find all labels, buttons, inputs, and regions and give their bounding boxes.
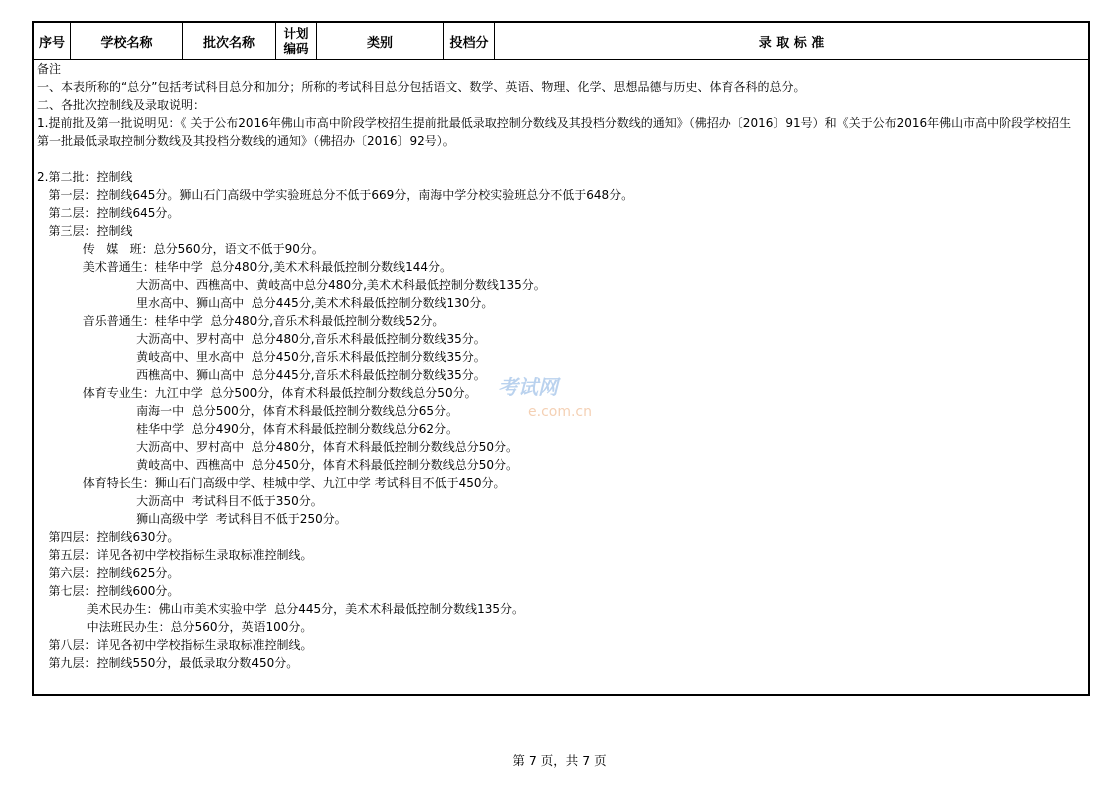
- remark-line: 传 媒 班：总分560分，语文不低于90分。: [37, 242, 324, 256]
- watermark-text-sub: e.com.cn: [528, 404, 592, 420]
- remark-line: 大沥高中、罗村高中 总分480分，体育术科最低控制分数线总分50分。: [37, 440, 518, 454]
- remark-line: 第六层：控制线625分。: [37, 566, 180, 580]
- header-seq: 序号: [34, 23, 71, 59]
- remark-paragraph: 1.提前批及第一批说明见：《 关于公布2016年佛山市高中阶段学校招生提前批最低录取控制分数线及其投档分数线的通知》（佛招办〔2016〕91号）和《关于公布2016年佛山市高中阶段学校招生第一批最低录取控制分数线及其投档分数线的通知》（佛招办〔2016〕92号）。: [37, 116, 1072, 148]
- remark-line: 黄岐高中、里水高中 总分450分,音乐术科最低控制分数线35分。: [37, 350, 486, 364]
- table-header-row: [34, 23, 1088, 60]
- remark-line: 黄岐高中、西樵高中 总分450分，体育术科最低控制分数线总分50分。: [37, 458, 518, 472]
- remark-line: 大沥高中 考试科目不低于350分。: [37, 494, 323, 508]
- header-type: 类别: [317, 23, 444, 59]
- spacer: [37, 150, 1082, 168]
- remark-line: 第五层：详见各初中学校指标生录取标准控制线。: [37, 548, 313, 562]
- header-plan-code-line1: 计划: [283, 26, 309, 41]
- remark-line: 2.第二批：控制线: [37, 170, 133, 184]
- page-footer: 第 7 页，共 7 页: [512, 753, 607, 768]
- remark-line: 第二层：控制线645分。: [37, 206, 180, 220]
- remark-line: 大沥高中、罗村高中 总分480分,音乐术科最低控制分数线35分。: [37, 332, 486, 346]
- remark-line: 美术普通生：桂华中学 总分480分,美术术科最低控制分数线144分。: [37, 260, 453, 274]
- remark-line: 第九层：控制线550分，最低录取分数450分。: [37, 656, 299, 670]
- remark-line: 第三层：控制线: [37, 224, 133, 238]
- header-score: 投档分: [444, 23, 495, 59]
- remark-line: 一、本表所称的“总分”包括考试科目总分和加分；所称的考试科目总分包括语文、数学、英语、物理、化学、思想品德与历史、体育各科的总分。: [37, 80, 806, 94]
- admission-table: [32, 21, 1090, 696]
- header-batch-name: 批次名称: [183, 23, 276, 59]
- remarks-title: 备注: [37, 62, 62, 76]
- remark-line: 狮山高级中学 考试科目不低于250分。: [37, 512, 347, 526]
- header-plan-code: [276, 23, 317, 59]
- remark-line: 南海一中 总分500分，体育术科最低控制分数线总分65分。: [37, 404, 458, 418]
- header-plan-code-line2: 编码: [283, 41, 309, 56]
- remark-line: 桂华中学 总分490分，体育术科最低控制分数线总分62分。: [37, 422, 458, 436]
- remark-line: 体育专业生：九江中学 总分500分，体育术科最低控制分数线总分50分。: [37, 386, 477, 400]
- remark-line: 西樵高中、狮山高中 总分445分,音乐术科最低控制分数线35分。: [37, 368, 486, 382]
- remarks-block: [37, 60, 1082, 672]
- remark-line: 第四层：控制线630分。: [37, 530, 180, 544]
- remark-line: 第七层：控制线600分。: [37, 584, 180, 598]
- remark-line: 美术民办生：佛山市美术实验中学 总分445分，美术术科最低控制分数线135分。: [37, 602, 525, 616]
- header-school-name: 学校名称: [71, 23, 183, 59]
- remark-line: 中法班民办生：总分560分，英语100分。: [37, 620, 313, 634]
- remark-line: 第一层：控制线645分。狮山石门高级中学实验班总分不低于669分，南海中学分校实验班总分不低于648分。: [37, 188, 634, 202]
- remark-line: 大沥高中、西樵高中、黄岐高中总分480分,美术术科最低控制分数线135分。: [37, 278, 546, 292]
- remark-line: 音乐普通生：桂华中学 总分480分,音乐术科最低控制分数线52分。: [37, 314, 445, 328]
- remark-line: 二、各批次控制线及录取说明：: [37, 98, 206, 112]
- remark-line: 第八层：详见各初中学校指标生录取标准控制线。: [37, 638, 313, 652]
- remark-line: 体育特长生：狮山石门高级中学、桂城中学、九江中学 考试科目不低于450分。: [37, 476, 506, 490]
- remark-line: 里水高中、狮山高中 总分445分,美术术科最低控制分数线130分。: [37, 296, 494, 310]
- header-standard: 录 取 标 准: [758, 35, 825, 51]
- watermark-text-main: 考试网: [498, 375, 558, 399]
